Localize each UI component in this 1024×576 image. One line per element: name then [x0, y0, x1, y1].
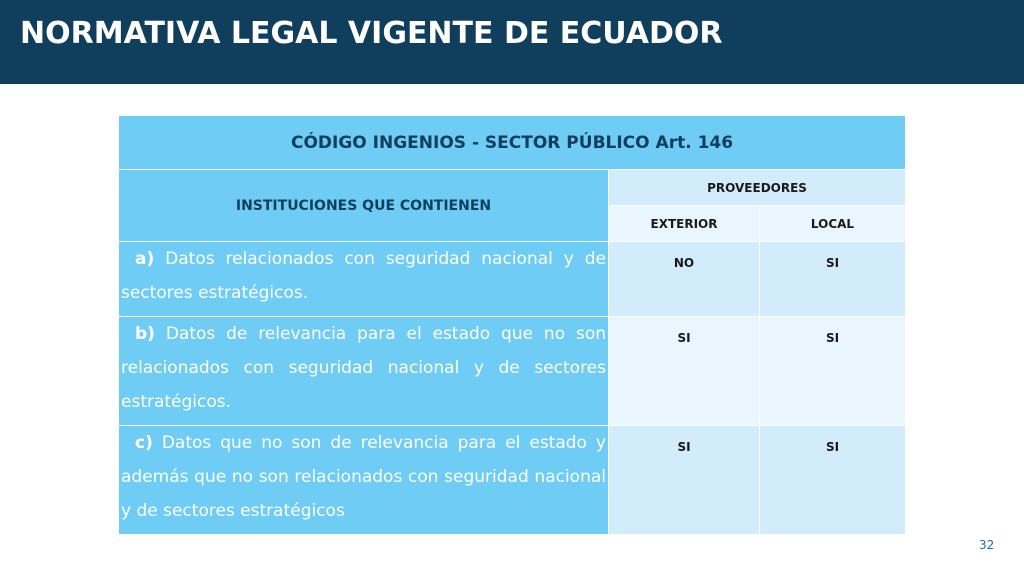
slide-header [0, 0, 1024, 84]
row-description [119, 317, 609, 426]
providers-header: PROVEEDORES [609, 170, 906, 206]
local-value: SI [760, 426, 906, 535]
row-description [119, 426, 609, 535]
row-text: Datos que no son de relevancia para el estado y además que no son relacionados con seguridad nacional y de sectores estratégicos [121, 433, 606, 521]
row-text: Datos de relevancia para el estado que no son relacionados con seguridad nacional y de sectores estratégicos. [121, 324, 606, 412]
page-number: 32 [979, 538, 995, 552]
local-header: LOCAL [760, 206, 906, 242]
row-text: Datos relacionados con seguridad nacional y de sectores estratégicos. [121, 249, 606, 303]
table-row [119, 317, 906, 426]
exterior-header: EXTERIOR [609, 206, 760, 242]
row-letter: b) [135, 324, 155, 344]
institutions-header: INSTITUCIONES QUE CONTIENEN [119, 170, 609, 242]
table-title: CÓDIGO INGENIOS - SECTOR PÚBLICO Art. 146 [119, 116, 906, 170]
table-row [119, 426, 906, 535]
exterior-value: NO [609, 242, 760, 317]
legal-table [118, 115, 906, 535]
row-letter: c) [135, 433, 153, 453]
table-row [119, 242, 906, 317]
exterior-value: SI [609, 317, 760, 426]
local-value: SI [760, 242, 906, 317]
row-letter: a) [135, 249, 155, 269]
slide-title: NORMATIVA LEGAL VIGENTE DE ECUADOR [20, 16, 723, 51]
row-description [119, 242, 609, 317]
local-value: SI [760, 317, 906, 426]
exterior-value: SI [609, 426, 760, 535]
